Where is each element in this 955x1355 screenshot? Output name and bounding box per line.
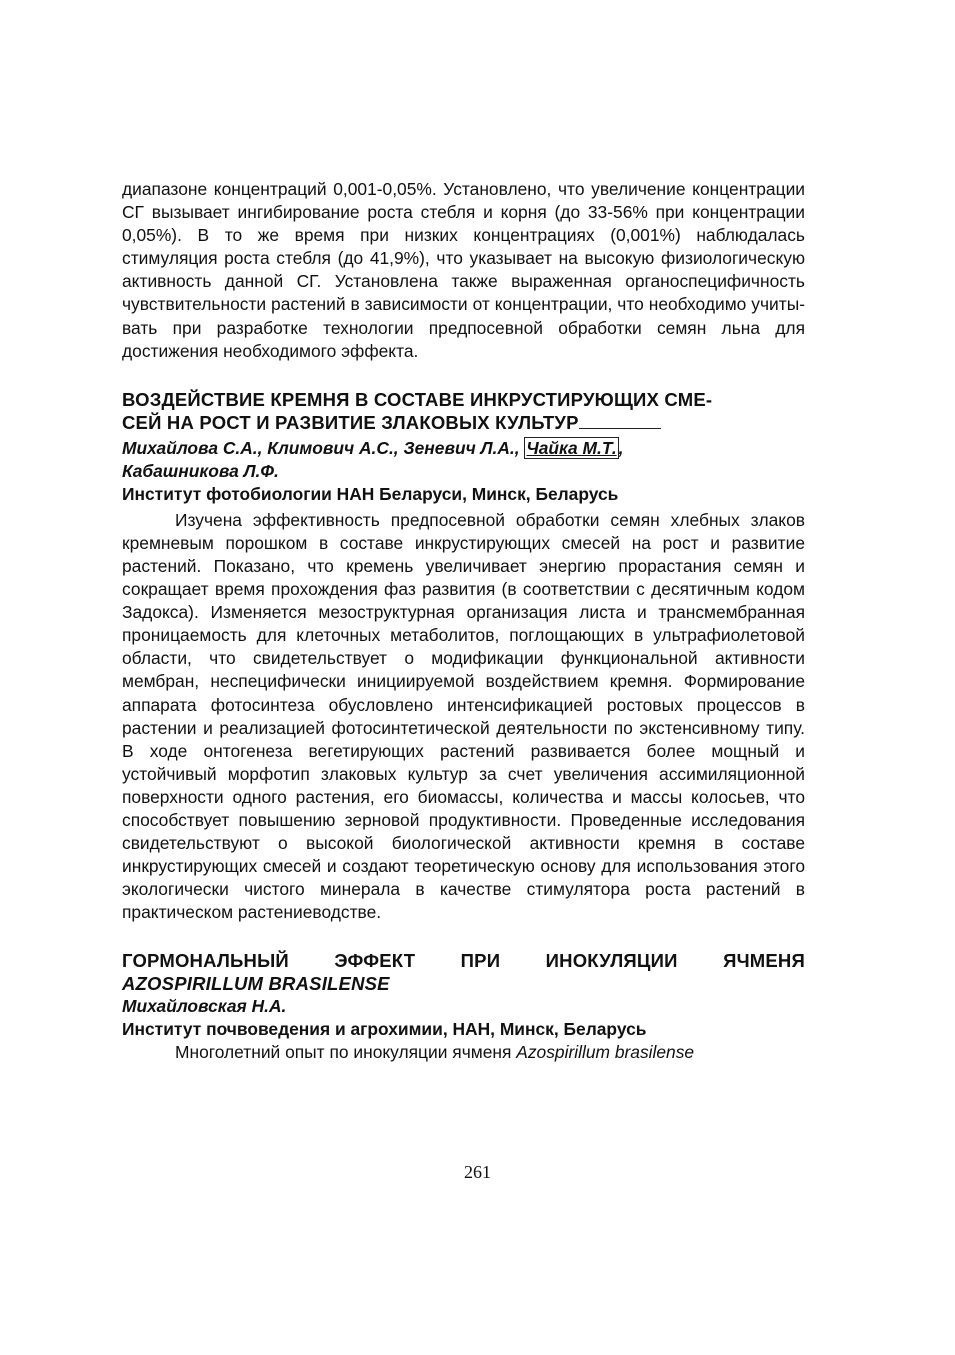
authors-list-part1: Михайлова С.А., Климович А.С., Зеневич Л.А.,: [122, 437, 525, 458]
article-hormonal-affiliation: Институт почвоведения и агрохимии, НАН, Минск, Беларусь: [122, 1019, 647, 1040]
title-underline-mark: [579, 414, 661, 429]
highlighted-author: Чайка М.Т.: [526, 437, 617, 458]
authors-list-part2: ,: [618, 437, 624, 458]
page-number: 261: [464, 1162, 491, 1182]
article-hormonal-body: [122, 1041, 805, 1064]
article-silicon-body: Изучена эффективность предпосевной обработки семян хлебных злаков кремневым порошком в составе инкрустирующих смесей на рост и развитие растений. Показано, что кремень увеличивает энергию прорастания семян и сокращает время прохождения фаз развития (в соответствии с десятичным кодом Задокса). Изменяется мезоструктурная организация листа и трансмембранная проницаемость для клеточных метаболитов, поглощающих в ультрафиолетовой области, что свидетельствует о модификации функциональной активности мембран, неспецифически инициируемой воздействием кремня. Формирование аппарата фотосинтеза обусловлено интенсификацией ростовых процессов в растении и реализацией фотосинтетической деятельности по экстенсивному типу. В ходе онтогенеза вегетирующих растений развивается более мощный и устойчивый морфотип злаковых культур за счет увеличения ассимиляционной поверхности одного растения, его биомассы, количества и массы колосьев, что способствует повышению зерновой продуктивности. Проведенные исследования свидетельствуют о высокой биологической активности кремня в составе инкрустирующих смесей и создают теоретическую основу для использования этого экологически чистого минерала в качестве стимулятора роста растений в практическом растениеводстве.: [122, 509, 805, 923]
article-silicon-title-line1: ВОЗДЕЙСТВИЕ КРЕМНЯ В СОСТАВЕ ИНКРУСТИРУЮЩИХ СМЕ-: [122, 388, 713, 410]
title-word-5: ЯЧМЕНЯ: [723, 950, 805, 972]
article-silicon: [122, 388, 805, 925]
title-word-1: ГОРМОНАЛЬНЫЙ: [122, 950, 289, 972]
article-hormonal-title-line2: AZOSPIRILLUM BRASILENSE: [122, 973, 390, 995]
article-hormonal-authors: Михайловская Н.А.: [122, 996, 287, 1017]
intro-paragraph: диапазоне концентраций 0,001-0,05%. Установлено, что увеличение концентрации СГ вызывает ингибирование роста стебля и корня (до 33-56% при концентрации 0,05%). В то же время при низких концентрациях (0,001%) наблюдалась стимуляция роста стебля (до 41,9%), что указывает на высокую физиологическую активность данной СГ. Установлена также выраженная органоспецифичность чувствительности растений в зависимости от концентрации, что необходимо учитывать при разработке технологии предпосевной обработки семян льна для достижения необходимого эффекта.: [122, 179, 805, 361]
article-silicon-title-line2-text: СЕЙ НА РОСТ И РАЗВИТИЕ ЗЛАКОВЫХ КУЛЬТУР: [122, 411, 579, 433]
article-hormonal-body-species: Azospirillum brasilense: [516, 1042, 695, 1063]
article-silicon-title-line2: [122, 411, 805, 434]
title-word-3: ПРИ: [460, 950, 501, 972]
page-content: [122, 178, 805, 1065]
article-hormonal-title: [122, 949, 805, 995]
article-hormonal-body-text: Многолетний опыт по инокуляции ячменя: [175, 1042, 517, 1063]
authors-list-line2: Кабашникова Л.Ф.: [122, 460, 279, 481]
article-silicon-affiliation: Институт фотобиологии НАН Беларуси, Минск, Беларусь: [122, 483, 619, 504]
article-silicon-authors: [122, 437, 805, 483]
article-hormonal-title-line1: [122, 949, 805, 972]
article-silicon-title: [122, 388, 805, 434]
title-word-2: ЭФФЕКТ: [334, 950, 416, 972]
title-word-4: ИНОКУЛЯЦИИ: [545, 950, 678, 972]
article-hormonal: [122, 949, 805, 1064]
